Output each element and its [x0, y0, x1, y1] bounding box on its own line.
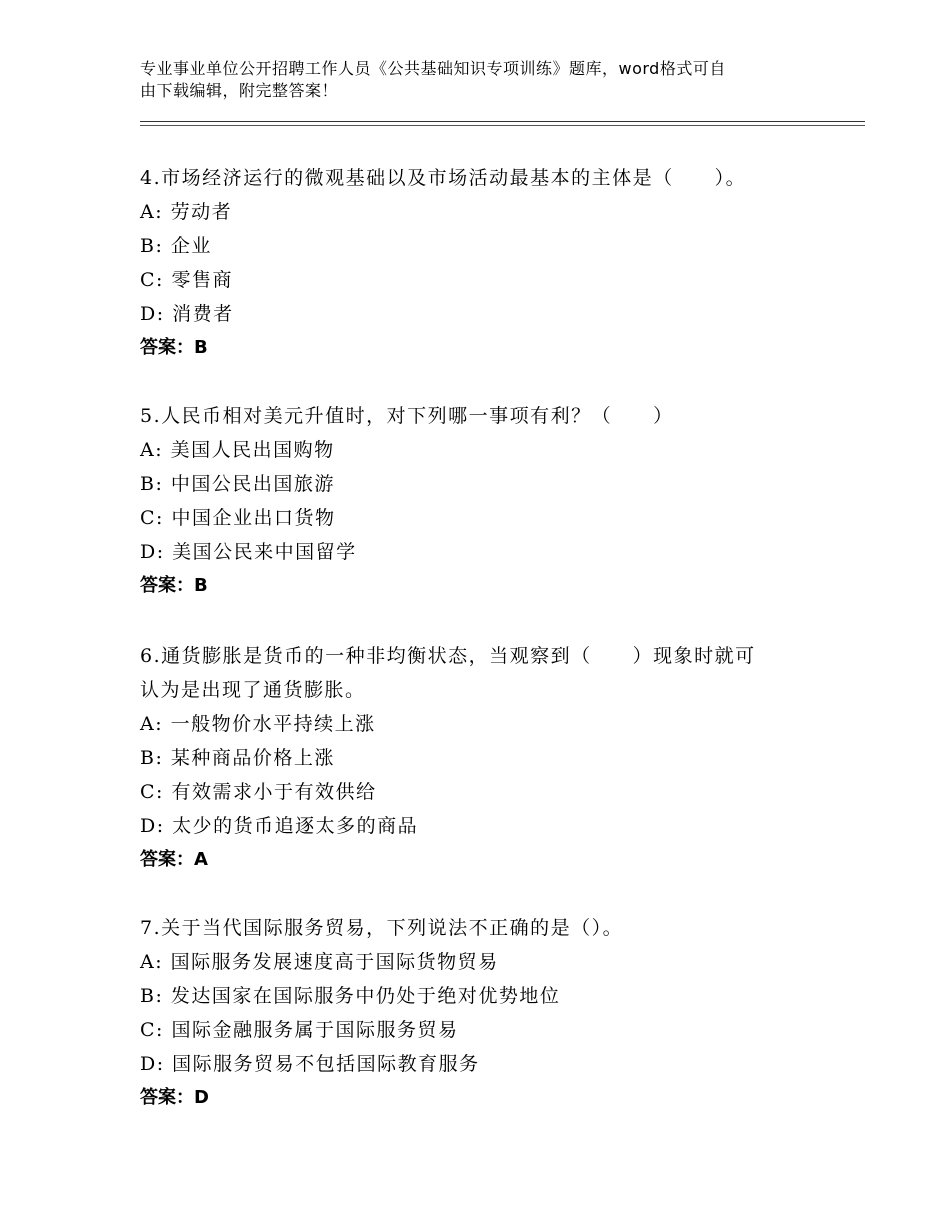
option-b: B: 中国公民出国旅游	[140, 473, 335, 495]
option-a: A: 国际服务发展速度高于国际货物贸易	[140, 951, 499, 973]
header-line-2: 由下载编辑，附完整答案！	[140, 81, 339, 100]
option-c: C: 零售商	[140, 269, 233, 291]
header-divider-secondary	[140, 125, 865, 126]
header-divider	[140, 121, 865, 122]
option-c: C: 有效需求小于有效供给	[140, 781, 377, 803]
header-line-1: 专业事业单位公开招聘工作人员《公共基础知识专项训练》题库，word格式可自	[140, 59, 726, 78]
question-block	[140, 399, 830, 603]
option-c: C: 国际金融服务属于国际服务贸易	[140, 1019, 459, 1041]
question-stem: 5.人民币相对美元升值时，对下列哪一事项有利？（ ）	[140, 405, 674, 427]
question-stem: 7.关于当代国际服务贸易，下列说法不正确的是（）。	[140, 917, 624, 939]
answer-label: 答案：B	[140, 575, 208, 596]
page-header	[140, 58, 810, 102]
option-d: D: 太少的货币追逐太多的商品	[140, 815, 419, 837]
question-stem: 4.市场经济运行的微观基础以及市场活动最基本的主体是（ ）。	[140, 167, 747, 189]
option-b: B: 发达国家在国际服务中仍处于绝对优势地位	[140, 985, 561, 1007]
question-stem-continued: 认为是出现了通货膨胀。	[140, 679, 366, 701]
option-d: D: 消费者	[140, 303, 234, 325]
question-block	[140, 161, 830, 365]
answer-label: 答案：D	[140, 1087, 209, 1108]
option-d: D: 国际服务贸易不包括国际教育服务	[140, 1053, 480, 1075]
answer-label: 答案：A	[140, 849, 208, 870]
question-block	[140, 639, 830, 877]
option-a: A: 美国人民出国购物	[140, 439, 335, 461]
option-a: A: 劳动者	[140, 201, 233, 223]
option-a: A: 一般物价水平持续上涨	[140, 713, 376, 735]
question-stem: 6.通货膨胀是货币的一种非均衡状态，当观察到（ ）现象时就可	[140, 645, 756, 667]
option-c: C: 中国企业出口货物	[140, 507, 336, 529]
option-d: D: 美国公民来中国留学	[140, 541, 357, 563]
option-b: B: 企业	[140, 235, 212, 257]
question-block	[140, 911, 830, 1115]
option-b: B: 某种商品价格上涨	[140, 747, 335, 769]
answer-label: 答案：B	[140, 337, 208, 358]
